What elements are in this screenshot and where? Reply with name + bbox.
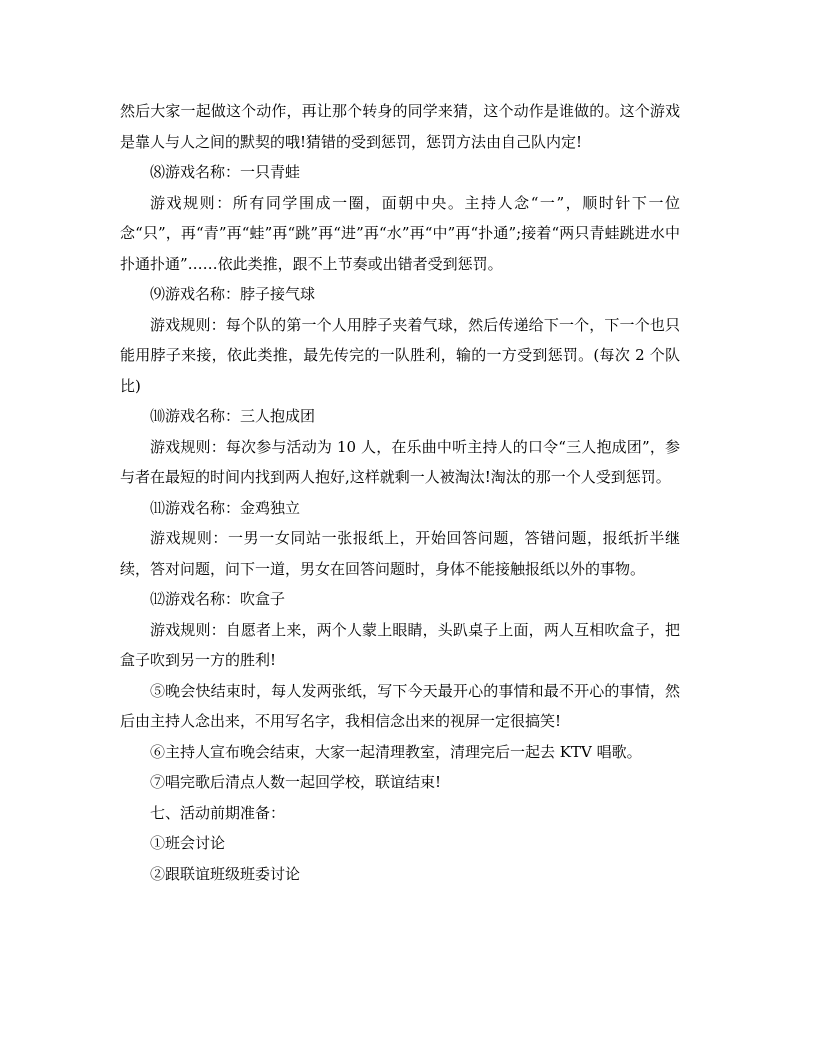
section-7-heading: 七、活动前期准备： <box>150 803 286 822</box>
step-5-paragraph: ⑤晚会快结束时，每人发两张纸，写下今天最开心的事情和最不开心的事情，然后由主持人念出来，不用写名字，我相信念出来的视屏一定很搞笑! <box>120 681 680 730</box>
game-8-rules: 游戏规则：所有同学围成一圈，面朝中央。主持人念“一”，顺时针下一位念“只”，再“青”再“蛙”再“跳”再“进”再“水”再“中”再“扑通”;接着“两只青蛙跳进水中扑通扑通”……依此类推，跟不上节奏或出错者受到惩罚。 <box>120 193 680 273</box>
game-12-rules: 游戏规则：自愿者上来，两个人蒙上眼睛，头趴桌子上面，两人互相吹盒子，把盒子吹到另一方的胜利! <box>120 620 680 669</box>
game-12-title: ⑿游戏名称：吹盒子 <box>150 590 286 608</box>
game-10-title: ⑽游戏名称：三人抱成团 <box>150 407 316 425</box>
step-6-paragraph: ⑥主持人宣布晚会结束，大家一起清理教室，清理完后一起去 KTV 唱歌。 <box>150 742 642 761</box>
step-7-paragraph: ⑦唱完歌后清点人数一起回学校，联谊结束! <box>150 773 442 791</box>
game-11-rules: 游戏规则：一男一女同站一张报纸上，开始回答问题，答错问题，报纸折半继续，答对问题，问下一道，男女在回答问题时，身体不能接触报纸以外的事物。 <box>120 529 680 578</box>
game-11-title: ⑾游戏名称：金鸡独立 <box>150 498 301 517</box>
prep-item-2: ②跟联谊班级班委讨论 <box>150 864 301 883</box>
document-body <box>120 96 680 889</box>
game-9-rules: 游戏规则：每个队的第一个人用脖子夹着气球，然后传递给下一个，下一个也只能用脖子来接，依此类推，最先传完的一队胜利，输的一方受到惩罚。(每次 2 个队比) <box>120 315 680 395</box>
paragraph-intro-continuation: 然后大家一起做这个动作，再让那个转身的同学来猜，这个动作是谁做的。这个游戏是靠人与人之间的默契的哦!猜错的受到惩罚，惩罚方法由自己队内定! <box>120 102 680 151</box>
prep-item-1: ①班会讨论 <box>150 834 226 852</box>
game-9-title: ⑼游戏名称：脖子接气球 <box>150 285 316 303</box>
game-8-title: ⑻游戏名称：一只青蛙 <box>150 163 301 181</box>
game-10-rules: 游戏规则：每次参与活动为 10 人，在乐曲中听主持人的口令“三人抱成团”，参与者在最短的时间内找到两人抱好,这样就剩一人被淘汰!淘汰的那一个人受到惩罚。 <box>120 437 680 486</box>
